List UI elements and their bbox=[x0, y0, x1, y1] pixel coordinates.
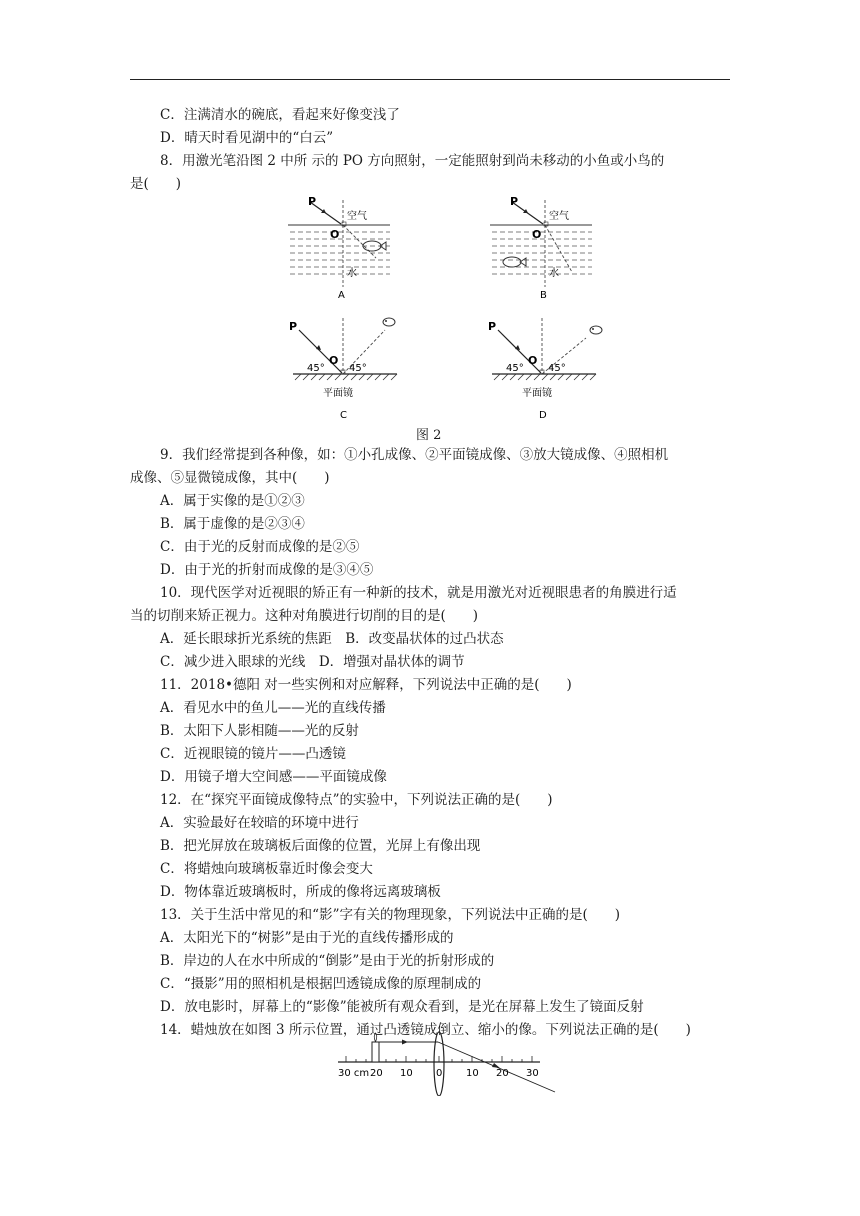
panel-b-water-label: 水 bbox=[549, 268, 559, 279]
panel-d-angle-right: 45° bbox=[548, 363, 566, 374]
q11-option-d: D．用镜子增大空间感——平面镜成像 bbox=[160, 769, 387, 785]
figure3-tick-30cm: 30 cm bbox=[338, 1068, 370, 1079]
figure3-tick-10-right: 10 bbox=[466, 1068, 479, 1079]
q12-option-a: A．实验最好在较暗的环境中进行 bbox=[160, 815, 359, 831]
q10-stem: 10．现代医学对近视眼的矫正有一种新的技术，就是用激光对近视眼患者的角膜进行适 bbox=[160, 585, 677, 601]
panel-c-letter: C bbox=[340, 410, 347, 421]
figure3-tick-30-right: 30 bbox=[526, 1068, 539, 1079]
figure3-tick-20-left: 20 bbox=[370, 1068, 383, 1079]
panel-b-p-label: P bbox=[510, 195, 519, 208]
q7-option-d: D．晴天时看见湖中的“白云” bbox=[160, 130, 334, 146]
panel-c-p-label: P bbox=[289, 320, 298, 333]
q8-stem: 8．用激光笔沿图 2 中所 示的 PO 方向照射，一定能照射到尚未移动的小鱼或小鸟的 bbox=[160, 153, 665, 169]
q12-option-d: D．物体靠近玻璃板时，所成的像将远离玻璃板 bbox=[160, 884, 441, 900]
q11-option-a: A．看见水中的鱼儿——光的直线传播 bbox=[160, 700, 386, 716]
panel-a-p-label: P bbox=[308, 195, 317, 208]
q9-stem-cont: 成像、⑤显微镜成像，其中( ) bbox=[130, 470, 330, 486]
panel-b-drawing bbox=[490, 200, 592, 287]
q10-stem-cont: 当的切削来矫正视力。这种对角膜进行切削的目的是( ) bbox=[130, 608, 479, 624]
q10-options-row2: C．减少进入眼球的光线 D．增强对晶状体的调节 bbox=[160, 654, 465, 670]
q14-stem: 14．蜡烛放在如图 3 所示位置，通过凸透镜成倒立、缩小的像。下列说法正确的是( ) bbox=[160, 1022, 691, 1038]
panel-a-o-label: O bbox=[330, 228, 340, 241]
figure2-panel-d bbox=[484, 312, 610, 424]
figure3-drawing bbox=[338, 1032, 555, 1096]
panel-c-o-label: O bbox=[329, 354, 339, 367]
panel-a-letter: A bbox=[338, 290, 345, 301]
q12-stem: 12．在“探究平面镜成像特点”的实验中，下列说法正确的是( ) bbox=[160, 792, 553, 808]
q13-option-c: C．“摄影”用的照相机是根据凹透镜成像的原理制成的 bbox=[160, 976, 482, 992]
q11-option-b: B．太阳下人影相随——光的反射 bbox=[160, 723, 359, 739]
figure2-panel-c bbox=[285, 312, 405, 424]
q8-stem-cont: 是( ) bbox=[130, 176, 182, 192]
q7-option-c: C．注满清水的碗底，看起来好像变浅了 bbox=[160, 107, 400, 123]
figure3-tick-20-right: 20 bbox=[496, 1068, 509, 1079]
q11-option-c: C．近视眼镜的镜片——凸透镜 bbox=[160, 746, 346, 762]
q13-stem: 13．关于生活中常见的和“影”字有关的物理现象，下列说法中正确的是( ) bbox=[160, 907, 621, 923]
panel-c-mirror-label: 平面镜 bbox=[323, 388, 353, 399]
panel-d-mirror-label: 平面镜 bbox=[522, 388, 552, 399]
header-rule bbox=[130, 79, 730, 80]
panel-a-air-label: 空气 bbox=[347, 211, 367, 222]
panel-b-o-label: O bbox=[532, 228, 542, 241]
q9-option-c: C．由于光的反射而成像的是②⑤ bbox=[160, 539, 360, 555]
q12-option-b: B．把光屏放在玻璃板后面像的位置，光屏上有像出现 bbox=[160, 838, 481, 854]
q10-options-row1: A．延长眼球折光系统的焦距 B．改变晶状体的过凸状态 bbox=[160, 631, 504, 647]
figure3-tick-10-left: 10 bbox=[400, 1068, 413, 1079]
q13-option-a: A．太阳光下的“树影”是由于光的直线传播形成的 bbox=[160, 930, 454, 946]
panel-d-p-label: P bbox=[488, 320, 497, 333]
q9-stem: 9．我们经常提到各种像，如：①小孔成像、②平面镜成像、③放大镜成像、④照相机 bbox=[160, 447, 669, 463]
panel-d-letter: D bbox=[539, 410, 547, 421]
panel-b-letter: B bbox=[540, 290, 547, 301]
q11-stem: 11．2018•德阳 对一些实例和对应解释，下列说法中正确的是( ) bbox=[160, 677, 572, 693]
figure2-panel-a bbox=[288, 192, 398, 302]
q12-option-c: C．将蜡烛向玻璃板靠近时像会变大 bbox=[160, 861, 373, 877]
q9-option-a: A．属于实像的是①②③ bbox=[160, 493, 305, 509]
panel-d-o-label: O bbox=[528, 354, 538, 367]
figure2-caption: 图 2 bbox=[416, 428, 442, 443]
q9-option-d: D．由于光的折射而成像的是③④⑤ bbox=[160, 562, 374, 578]
q9-option-b: B．属于虚像的是②③④ bbox=[160, 516, 305, 532]
panel-c-angle-right: 45° bbox=[349, 363, 367, 374]
panel-a-drawing bbox=[288, 200, 390, 287]
panel-c-angle-left: 45° bbox=[307, 363, 325, 374]
figure3-optical-bench bbox=[330, 1030, 560, 1096]
panel-a-water-label: 水 bbox=[347, 268, 357, 279]
q13-option-d: D．放电影时，屏幕上的“影像”能被所有观众看到，是光在屏幕上发生了镜面反射 bbox=[160, 999, 644, 1015]
panel-d-angle-left: 45° bbox=[506, 363, 524, 374]
figure2-panel-b bbox=[490, 192, 600, 302]
panel-b-air-label: 空气 bbox=[549, 211, 569, 222]
q13-option-b: B．岸边的人在水中所成的“倒影”是由于光的折射形成的 bbox=[160, 953, 495, 969]
figure3-tick-0: 0 bbox=[436, 1068, 443, 1079]
